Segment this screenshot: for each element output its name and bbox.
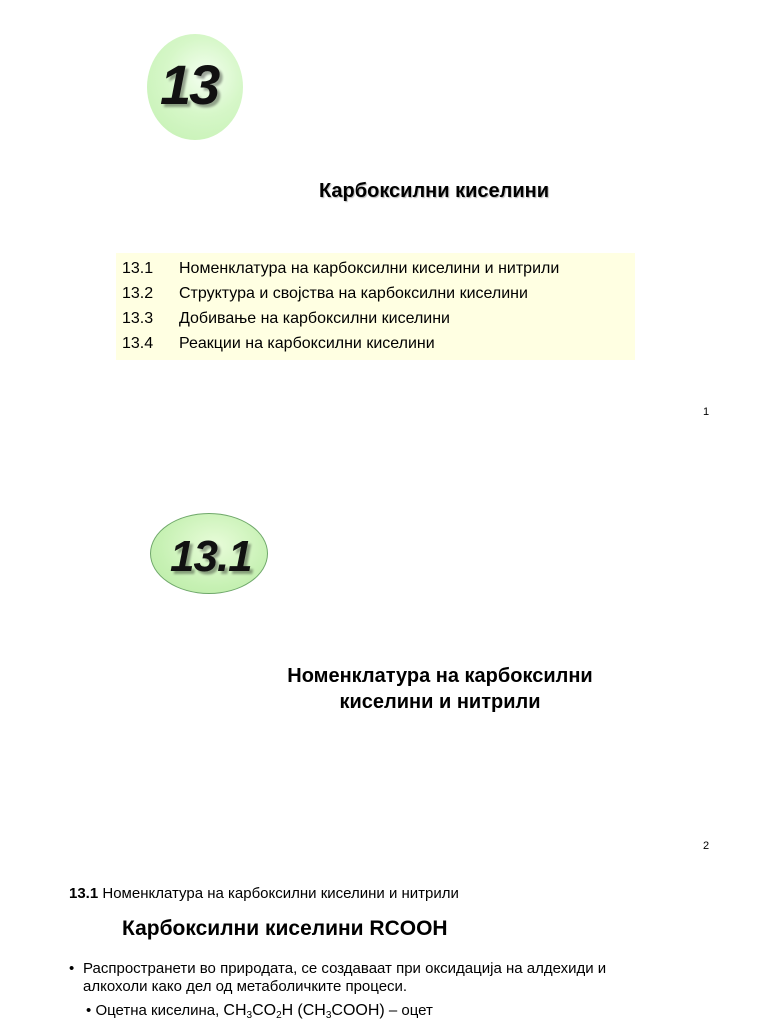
- slide-header-title: Номенклатура на карбоксилни киселини и нитрили: [102, 885, 459, 902]
- toc-item-number: 13.2: [122, 285, 154, 302]
- toc-item-label: Реакции на карбоксилни киселини: [179, 335, 435, 352]
- chapter-title: Карбоксилни киселини: [318, 180, 550, 202]
- page-number: 1: [703, 406, 710, 418]
- page-number: 2: [703, 840, 710, 852]
- toc-item-label: Добивање на карбоксилни киселини: [179, 310, 450, 327]
- section-number: 13.1: [170, 532, 252, 581]
- bullet-text: Распространети во природата, се создаваат при оксидација на алдехиди и алкохоли како дел од метаболичките процеси.: [83, 960, 607, 995]
- toc-item-label: Номенклатура на карбоксилни киселини и нитрили: [179, 260, 560, 277]
- slide-header-number: 13.1: [69, 885, 99, 902]
- bullet-icon: •: [86, 1002, 92, 1019]
- section-title: [230, 663, 650, 715]
- table-of-contents: [116, 253, 635, 360]
- sub-bullet-prefix: Оцетна киселина,: [95, 1002, 224, 1019]
- section-title-line2: киселини и нитрили: [339, 691, 541, 713]
- bullet-icon: •: [69, 960, 75, 977]
- sub-bullet-suffix: – оцет: [384, 1002, 433, 1019]
- toc-item-number: 13.1: [122, 260, 154, 277]
- chapter-number: 13: [160, 53, 219, 116]
- section-title-line1: Номенклатура на карбоксилни: [287, 665, 593, 687]
- toc-item-number: 13.4: [122, 335, 154, 352]
- toc-item-label: Структура и својства на карбоксилни киселини: [179, 285, 528, 302]
- acetic-acid-condensed-formula: $(CH_3COOH)$: [297, 1002, 385, 1021]
- sub-bullet-item: [86, 1002, 433, 1021]
- slide-title: Карбоксилни киселини RCOOH: [122, 917, 448, 940]
- slide-header: [69, 885, 459, 902]
- toc-item-number: 13.3: [122, 310, 154, 327]
- acetic-acid-formula: $CH_3CO_2H$: [223, 1002, 294, 1021]
